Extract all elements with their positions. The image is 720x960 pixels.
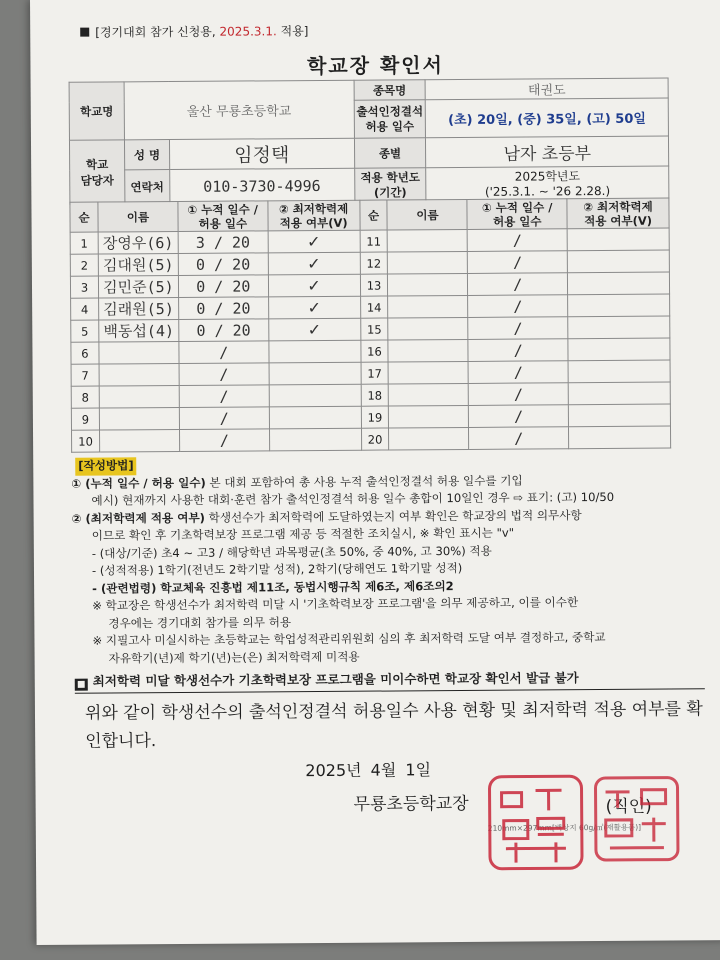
days-used: 0 / 20 xyxy=(178,253,268,276)
principal-title: 무룡초등학교장 xyxy=(353,793,469,815)
min-academic-check: ✓ xyxy=(268,274,360,297)
school-seal-icon xyxy=(485,772,586,873)
days-used: / xyxy=(468,317,568,340)
col-name-header: 이름 xyxy=(387,199,467,230)
min-academic-check: ✓ xyxy=(268,296,360,319)
min-academic-check xyxy=(567,228,669,251)
row-number: 2 xyxy=(70,254,98,276)
days-used: / xyxy=(468,339,568,362)
contact-value: 010-3730-4996 xyxy=(170,168,355,203)
min-academic-check xyxy=(567,250,669,273)
days-used: / xyxy=(469,383,569,406)
seal-label: (직인) xyxy=(605,796,652,818)
row-number: 4 xyxy=(71,298,99,320)
student-name xyxy=(99,407,179,430)
student-name xyxy=(388,295,468,318)
row-number: 17 xyxy=(361,362,389,384)
contact-label: 연락처 xyxy=(125,170,170,204)
allowed-days-value: (초) 20일, (중) 35일, (고) 50일 xyxy=(426,98,669,138)
student-name xyxy=(99,429,179,452)
student-name: 김대원(5) xyxy=(98,253,178,276)
min-academic-check xyxy=(269,340,361,363)
student-name xyxy=(99,363,179,386)
days-used: / xyxy=(179,363,269,386)
days-used: / xyxy=(467,229,567,252)
col-no-header: 순 xyxy=(70,202,98,232)
days-used: / xyxy=(179,407,269,430)
col-apply-header: ② 최저학력제 적용 여부(V) xyxy=(268,200,360,231)
document-page xyxy=(30,0,720,945)
min-academic-check xyxy=(269,428,361,451)
row-number: 10 xyxy=(72,430,100,452)
min-academic-check xyxy=(269,406,361,429)
document-header: [경기대회 참가 신청용, 2025.3.1. 적용] xyxy=(80,22,308,41)
days-used: / xyxy=(179,429,269,452)
student-table xyxy=(69,198,671,453)
row-number: 18 xyxy=(361,384,389,406)
min-academic-check xyxy=(568,316,670,339)
days-used: / xyxy=(468,273,568,296)
info-table xyxy=(69,78,670,205)
instruction-2-cont: 이므로 확인 후 기초학력보장 프로그램 제공 등 적절한 조치실시, ※ 확인 표시는 "v" xyxy=(91,525,515,543)
days-used: 0 / 20 xyxy=(178,297,268,320)
student-name xyxy=(99,385,179,408)
event-label: 종목명 xyxy=(354,80,426,101)
manager-name: 임정택 xyxy=(169,138,354,169)
school-name: 울산 무룡초등학교 xyxy=(124,80,354,140)
days-used: / xyxy=(468,295,568,318)
year-value: 2025학년도 ('25.3.1. ~ '26 2.28.) xyxy=(426,166,669,202)
col-no-header: 순 xyxy=(359,200,387,230)
student-name xyxy=(388,229,468,252)
days-used: / xyxy=(179,385,269,408)
square-bullet-icon xyxy=(80,28,89,37)
days-used: 3 / 20 xyxy=(178,231,268,254)
name-label: 성 명 xyxy=(124,140,169,170)
student-name xyxy=(389,427,469,450)
row-number: 19 xyxy=(361,406,389,428)
min-academic-check xyxy=(568,360,670,383)
row-number: 5 xyxy=(71,320,99,342)
min-academic-check: ✓ xyxy=(268,230,360,253)
instructions-heading: [작성방법] xyxy=(75,457,137,475)
event-value: 태권도 xyxy=(425,78,668,100)
row-number: 20 xyxy=(361,428,389,450)
effective-date: 2025.3.1. xyxy=(219,24,277,39)
min-academic-check xyxy=(269,384,361,407)
col-days-header: ① 누적 일수 / 허용 일수 xyxy=(178,201,268,232)
note-2-cont: 자유학기(년)제 학기(년)는(은) 최저학력제 미적용 xyxy=(108,649,360,665)
row-number: 6 xyxy=(71,342,99,364)
min-academic-check xyxy=(568,272,670,295)
category-value: 남자 초등부 xyxy=(426,136,669,168)
row-number: 7 xyxy=(71,364,99,386)
student-name xyxy=(388,273,468,296)
category-label: 종별 xyxy=(354,138,426,169)
table-header-row xyxy=(70,198,669,232)
instruction-2: ② (최저학력제 적용 여부) 학생선수가 최저학력에 도달하였는지 여부 확인은 학교장의 법적 의무사항 xyxy=(71,507,582,526)
notice-icon: ■ xyxy=(75,679,88,691)
days-used: / xyxy=(179,341,269,364)
row-number: 15 xyxy=(360,318,388,340)
row-number: 13 xyxy=(360,274,388,296)
instruction-1: ① (누적 일수 / 허용 일수) 본 대회 포함하여 총 사용 누적 출석인정결석 허용 일수를 기입 xyxy=(71,473,523,491)
min-academic-check xyxy=(568,404,670,427)
min-academic-check: ✓ xyxy=(268,252,360,275)
col-days-header: ① 누적 일수 / 허용 일수 xyxy=(467,199,567,230)
note-2: ※ 지필고사 미실시하는 초등학교는 학업성적관리위원회 심의 후 최저학력 도달 여부 결정하고, 중학교 xyxy=(92,629,606,648)
note-1: ※ 학교장은 학생선수가 최저학력 미달 시 '기초학력보장 프로그램'을 의무 제공하고, 이를 이수한 xyxy=(92,595,579,613)
student-name xyxy=(389,405,469,428)
school-label: 학교명 xyxy=(69,82,124,140)
principal-seal-icon xyxy=(591,773,682,864)
row-number: 16 xyxy=(360,340,388,362)
student-name: 김민준(5) xyxy=(98,275,178,298)
instruction-law: - (관련법령) 학교체육 진흥법 제11조, 동법시행규칙 제6조, 제6조의2 xyxy=(92,578,454,596)
instruction-target: - (대상/기준) 초4 ~ 고3 / 해당학년 과목평균(초 50%, 중 40%, 고 30%) 적용 xyxy=(91,543,492,561)
instruction-grades: - (성적적용) 1학기(전년도 2학기말 성적), 2학기(당해연도 1학기말 성적) xyxy=(91,560,463,578)
min-academic-check xyxy=(568,382,670,405)
year-label: 적용 학년도 (기간) xyxy=(354,168,426,203)
student-name: 장영우(6) xyxy=(98,231,178,254)
days-used: 0 / 20 xyxy=(178,275,268,298)
allowed-days-label: 출석인정결석 허용 일수 xyxy=(354,100,426,139)
days-used: / xyxy=(468,361,568,384)
min-academic-check xyxy=(269,362,361,385)
row-number: 8 xyxy=(71,386,99,408)
student-name xyxy=(388,251,468,274)
document-title: 학교장 확인서 xyxy=(306,53,444,79)
instructions xyxy=(71,453,712,667)
student-name xyxy=(388,317,468,340)
student-name: 김래원(5) xyxy=(99,297,179,320)
row-number: 9 xyxy=(71,408,99,430)
row-number: 14 xyxy=(360,296,388,318)
days-used: / xyxy=(468,251,568,274)
student-name xyxy=(389,361,469,384)
row-number: 1 xyxy=(70,232,98,254)
student-name: 백동섭(4) xyxy=(99,319,179,342)
row-number: 3 xyxy=(70,276,98,298)
min-academic-check xyxy=(568,338,670,361)
col-name-header: 이름 xyxy=(98,201,178,232)
row-number: 12 xyxy=(360,252,388,274)
confirmation-text: 위와 같이 학생선수의 출석인정결석 허용일수 사용 현황 및 최저학력 적용 여부를 확인합니다. xyxy=(84,699,703,752)
issue-date: 2025년 4월 1일 xyxy=(305,760,432,781)
student-name xyxy=(99,341,179,364)
student-name xyxy=(388,339,468,362)
days-used: 0 / 20 xyxy=(179,319,269,342)
days-used: / xyxy=(469,405,569,428)
col-apply-header: ② 최저학력제 적용 여부(V) xyxy=(567,198,669,229)
days-used: / xyxy=(469,427,569,450)
student-name xyxy=(389,383,469,406)
row-number: 11 xyxy=(360,230,388,252)
table-row xyxy=(72,426,671,452)
notice-line: ■ 최저학력 미달 학생선수가 기초학력보장 프로그램을 미이수하면 학교장 확인서 발급 불가 xyxy=(75,667,705,693)
min-academic-check xyxy=(569,426,671,449)
min-academic-check xyxy=(568,294,670,317)
note-1-cont: 경우에는 경기대회 참가를 의무 허용 xyxy=(108,614,292,630)
paper-spec: 210mm×297mm[백상지 60g/㎡(재활용품)] xyxy=(487,822,642,833)
manager-label: 학교 담당자 xyxy=(69,140,124,204)
instruction-1-example: 예시) 현재까지 사용한 대회·훈련 참가 출석인정결석 허용 일수 총합이 10일인 경우 ⇨ 표기: (고) 10/50 xyxy=(91,489,615,508)
min-academic-check: ✓ xyxy=(268,318,360,341)
